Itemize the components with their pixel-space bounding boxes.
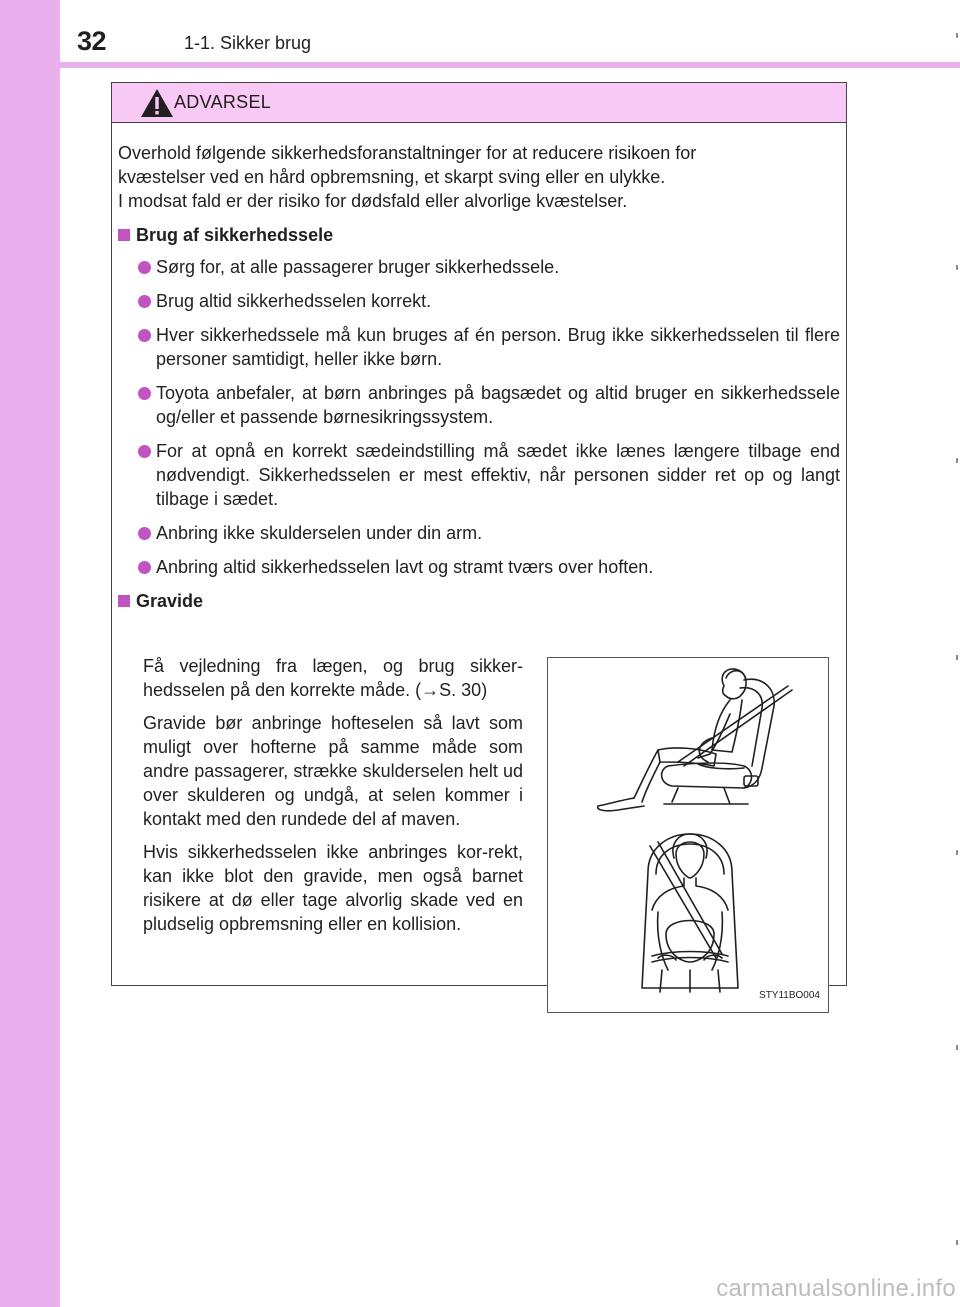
list-item-text: Brug altid sikkerhedsselen korrekt. [156,291,432,311]
list-item-text: Anbring altid sikkerhedsselen lavt og stramt tværs over hoften. [156,557,654,577]
square-bullet-icon [118,229,130,241]
seatbelt-list [118,255,840,579]
list-item-text: For at opnå en korrekt sædeindstilling må sædet ikke lænes længere tilbage end nødvendigt. Sikkerhedsselen er mest effektiv, når personen sidder ret op og langt tilbage i sædet. [156,441,840,509]
list-item-text: Hver sikkerhedssele må kun bruges af én person. Brug ikke sikkerhedsselen til flere personer samtidigt, heller ikke børn. [156,325,840,369]
heading-text: Brug af sikkerhedssele [136,225,334,245]
warning-label: ADVARSEL [174,92,272,112]
round-bullet-icon [138,445,151,458]
list-item-text: Sørg for, at alle passagerer bruger sikkerhedssele. [156,257,560,277]
seatbelt-illustration [547,657,829,1013]
side-color-band [0,0,60,1307]
list-item [118,255,840,279]
crop-mark [956,458,958,463]
gravide-paragraph: Få vejledning fra lægen, og brug sikker-hedsselen på den korrekte måde. (→S. 30) [143,656,523,700]
intro-line: kvæstelser ved en hård opbremsning, et skarpt sving eller en ulykke. [118,167,666,187]
warning-triangle-icon [140,88,174,118]
warning-box [111,82,847,1001]
section-title: 1-1. Sikker brug [184,33,312,53]
list-item [118,439,840,511]
crop-mark [956,1240,958,1245]
warning-header [112,83,846,123]
gravide-text [143,654,523,945]
square-bullet-icon [118,595,130,607]
list-item [118,381,840,429]
round-bullet-icon [138,387,151,400]
round-bullet-icon [138,561,151,574]
list-item-text: Anbring ikke skulderselen under din arm. [156,523,483,543]
gravide-paragraph: Hvis sikkerhedsselen ikke anbringes kor-rekt, kan ikke blot den gravide, men også barnet risikere at dø eller tage alvorlig skade ved en pludselig opbremsning eller en kollision. [143,842,523,934]
section-heading-gravide [118,589,840,613]
crop-mark [956,1045,958,1050]
crop-mark [956,655,958,660]
intro-line: Overhold følgende sikkerhedsforanstaltninger for at reducere risikoen for [118,143,697,163]
list-item [118,289,840,313]
crop-mark [956,33,958,38]
header-rule [60,62,960,68]
list-item [118,323,840,371]
section-heading-seatbelt [118,223,840,247]
page-number: 32 [77,26,107,56]
figure-code: STY11BO004 [759,990,820,1001]
pregnant-passenger-illustration [548,658,830,1014]
intro-line: I modsat fald er der risiko for dødsfald eller alvorlige kvæstelser. [118,191,628,211]
list-item [118,521,840,545]
crop-mark [956,850,958,855]
round-bullet-icon [138,295,151,308]
heading-text: Gravide [136,591,204,611]
list-item-text: Toyota anbefaler, at børn anbringes på bagsædet og altid bruger en sikkerhedssele og/eller et passende børnesikringssystem. [156,383,840,427]
list-item [118,555,840,579]
round-bullet-icon [138,261,151,274]
warning-body [118,141,840,1001]
round-bullet-icon [138,527,151,540]
gravide-paragraph: Gravide bør anbringe hofteselen så lavt som muligt over hofterne på samme måde som andre passagerer, strække skulderselen helt ud over skulderen og undgå, at selen kommer i kontakt med den rundede del af maven. [143,713,523,829]
crop-mark [956,265,958,270]
round-bullet-icon [138,329,151,342]
watermark: carmanualsonline.info [716,1275,956,1302]
warning-intro [118,141,840,213]
